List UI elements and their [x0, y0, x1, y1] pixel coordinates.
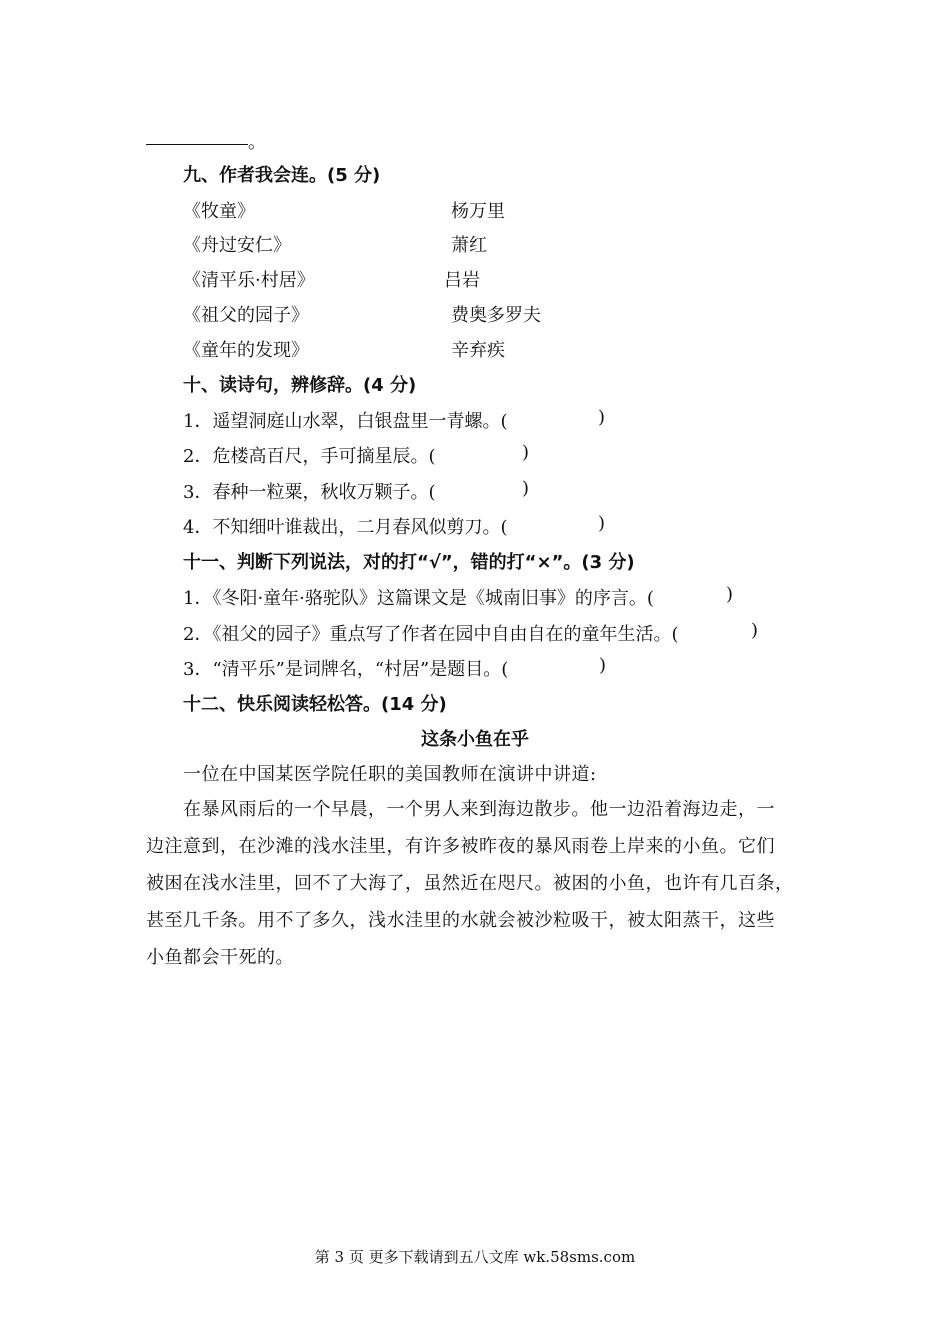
question-item: 2．危楼高百尺，手可摘星辰。(	[183, 446, 436, 467]
author-item: 萧红	[451, 235, 487, 256]
author-item: 辛弃疾	[451, 340, 505, 361]
passage-line: 甚至几千条。用不了多久，浅水洼里的水就会被沙粒吸干，被太阳蒸干，这些	[146, 910, 775, 931]
answer-close-paren: )	[751, 620, 759, 641]
author-item: 吕岩	[444, 270, 480, 291]
work-item: 《牧童》	[183, 201, 255, 222]
author-item: 费奥多罗夫	[451, 305, 541, 326]
passage-line: 边注意到，在沙滩的浅水洼里，有许多被昨夜的暴风雨卷上岸来的小鱼。它们	[146, 836, 775, 857]
work-item: 《清平乐·村居》	[183, 270, 315, 291]
answer-close-paren: )	[522, 478, 530, 499]
section-10-heading: 十、读诗句，辨修辞。(4 分)	[183, 375, 417, 396]
question-item: 1．遥望洞庭山水翠，白银盘里一青螺。(	[183, 411, 508, 432]
question-item: 2．《祖父的园子》重点写了作者在园中自由自在的童年生活。(	[183, 624, 679, 645]
question-item: 1．《冬阳·童年·骆驼队》这篇课文是《城南旧事》的序言。(	[183, 588, 654, 609]
answer-close-paren: )	[522, 442, 530, 463]
section-11-heading: 十一、判断下列说法，对的打“√”，错的打“×”。(3 分)	[183, 552, 635, 573]
question-item: 3．“清平乐”是词牌名，“村居”是题目。(	[183, 659, 509, 680]
answer-blank-line	[146, 144, 248, 145]
passage-intro: 一位在中国某医学院任职的美国教师在演讲中讲道:	[183, 764, 597, 785]
section-9-heading: 九、作者我会连。(5 分)	[183, 165, 381, 186]
work-item: 《舟过安仁》	[183, 235, 291, 256]
answer-close-paren: )	[726, 584, 734, 605]
question-item: 4．不知细叶谁裁出，二月春风似剪刀。(	[183, 517, 508, 538]
passage-line: 被困在浅水洼里，回不了大海了，虽然近在咫尺。被困的小鱼，也许有几百条，	[146, 873, 794, 894]
work-item: 《祖父的园子》	[183, 305, 309, 326]
passage-title: 这条小鱼在乎	[421, 729, 529, 750]
work-item: 《童年的发现》	[183, 340, 309, 361]
answer-close-paren: )	[599, 655, 607, 676]
blank-period: 。	[248, 132, 266, 153]
passage-line: 在暴风雨后的一个早晨，一个男人来到海边散步。他一边沿着海边走，一	[183, 799, 775, 820]
question-item: 3．春种一粒粟，秋收万颗子。(	[183, 482, 436, 503]
section-12-heading: 十二、快乐阅读轻松答。(14 分)	[183, 694, 447, 715]
answer-close-paren: )	[598, 407, 606, 428]
passage-line: 小鱼都会干死的。	[146, 947, 294, 968]
author-item: 杨万里	[451, 201, 505, 222]
answer-close-paren: )	[598, 513, 606, 534]
page-footer: 第 3 页 更多下载请到五八文库 wk.58sms.com	[314, 1248, 636, 1266]
